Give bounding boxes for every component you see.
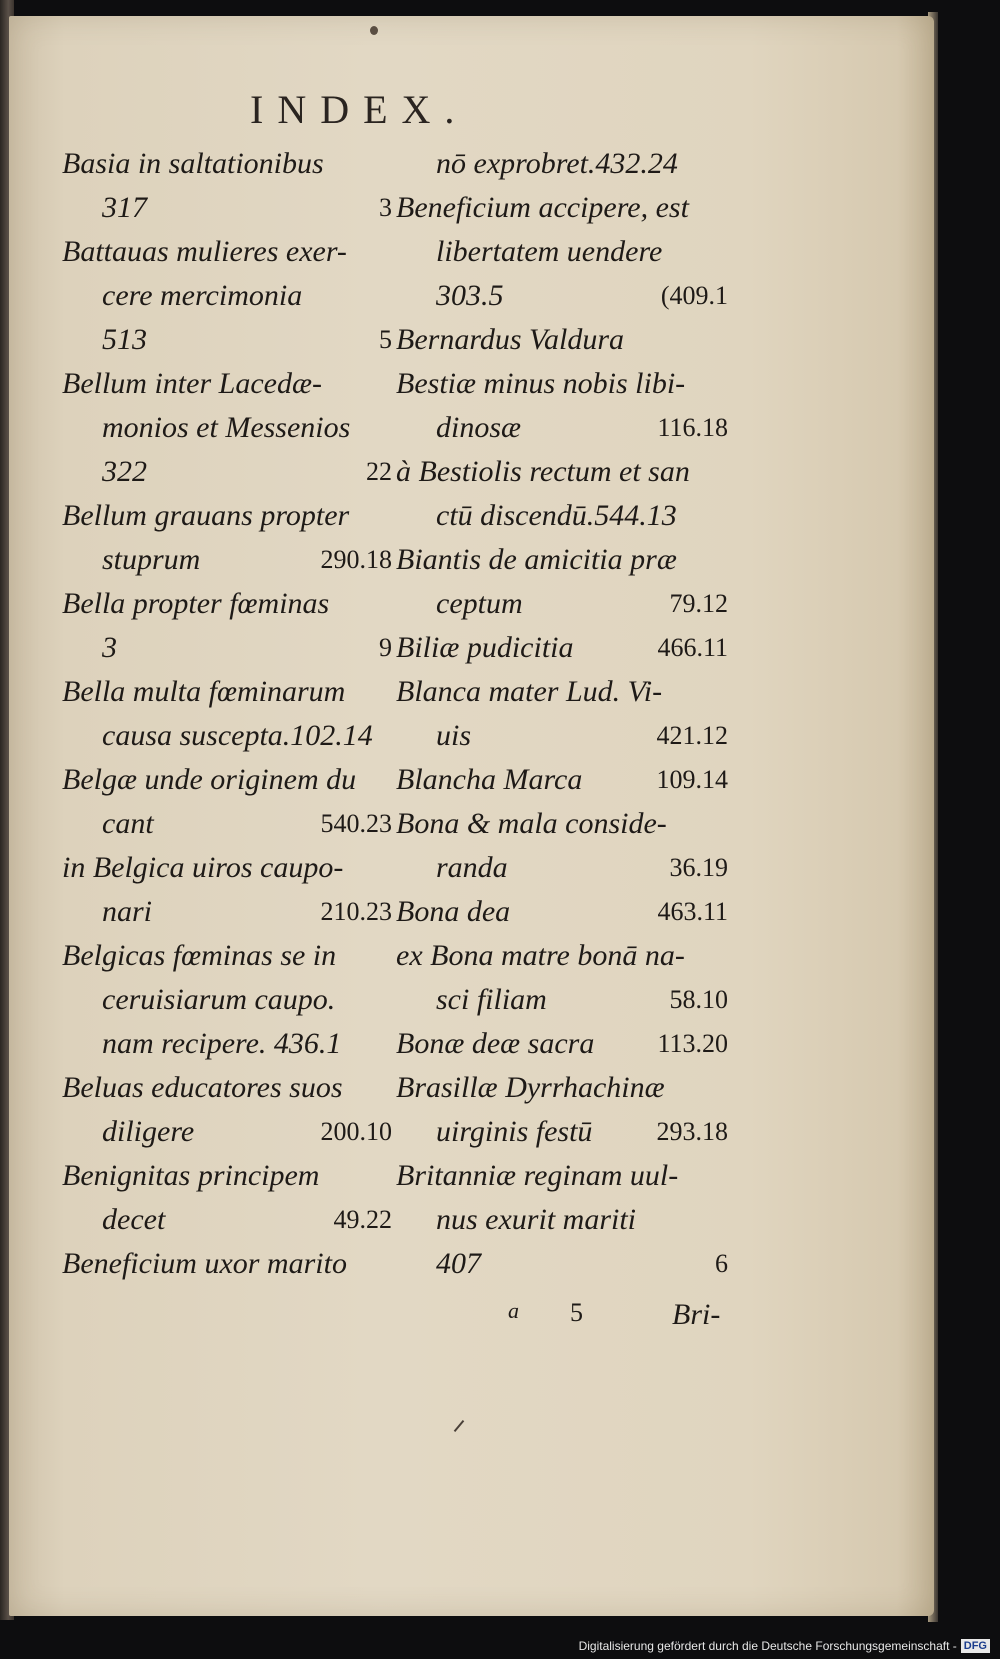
index-entry-text: Belgicas fœminas se in <box>62 939 337 972</box>
index-entry-text: Bona & mala conside- <box>396 807 667 840</box>
index-entry-line <box>62 450 392 494</box>
index-entry-text: Bella propter fœminas <box>62 587 330 620</box>
index-entry-line <box>396 186 728 230</box>
index-entry-line <box>396 934 728 978</box>
index-entry-text: Brasillæ Dyrrhachinæ <box>396 1071 665 1104</box>
catchword: Bri- <box>672 1298 721 1331</box>
index-entry-line <box>62 1022 392 1066</box>
index-entry-text: Blanca mater Lud. Vi- <box>396 675 663 708</box>
index-entry-line <box>396 230 728 274</box>
index-column-left <box>62 142 392 1286</box>
index-entry-line <box>62 494 392 538</box>
index-entry-text: Bellum grauans propter <box>62 499 350 532</box>
index-entry-page-ref: 210.23 <box>320 897 392 926</box>
index-entry-line <box>396 978 728 1022</box>
index-entry-page-ref: 466.11 <box>657 633 728 662</box>
index-entry-text: uis <box>436 719 472 752</box>
index-entry-text: Bestiæ minus nobis libi- <box>396 367 686 400</box>
index-entry-line <box>62 538 392 582</box>
index-entry-line <box>62 230 392 274</box>
index-entry-line <box>396 626 728 670</box>
index-entry-line <box>396 362 728 406</box>
index-entry-line <box>62 186 392 230</box>
index-entry-line <box>396 714 728 758</box>
index-entry-text: dinosæ <box>436 411 522 444</box>
index-entry-line <box>396 538 728 582</box>
index-entry-line <box>62 142 392 186</box>
index-entry-text: Bona dea <box>396 895 511 928</box>
index-entry-line <box>62 362 392 406</box>
index-entry-line <box>62 670 392 714</box>
index-entry-text: Britanniæ reginam uul- <box>396 1159 679 1192</box>
index-entry-line <box>396 1110 728 1154</box>
index-entry-text: sci filiam <box>436 983 547 1016</box>
index-entry-text: 317 <box>102 191 147 224</box>
dfg-logo: DFG <box>961 1639 990 1653</box>
index-entry-page-ref: 36.19 <box>669 853 728 882</box>
index-entry-text: in Belgica uiros caupo- <box>62 851 344 884</box>
index-entry-page-ref: 116.18 <box>657 413 728 442</box>
index-entry-text: Beluas educatores suos <box>62 1071 343 1104</box>
index-entry-text: ceptum <box>436 587 523 620</box>
index-entry-text: Battauas mulieres exer- <box>62 235 347 268</box>
footer-credit-text: Digitalisierung gefördert durch die Deutsche Forschungsgemeinschaft - <box>578 1639 957 1653</box>
index-entry-text: Beneficium uxor marito <box>62 1247 347 1280</box>
index-entry-page-ref: 5 <box>379 325 392 354</box>
index-entry-text: ctū discendū.544.13 <box>436 499 677 532</box>
index-entry-line <box>62 978 392 1022</box>
index-entry-page-ref: (409.1 <box>660 281 728 310</box>
index-entry-line <box>396 274 728 318</box>
index-entry-page-ref: 421.12 <box>656 721 728 750</box>
index-entry-page-ref: 22 <box>366 457 392 486</box>
index-entry-line <box>396 802 728 846</box>
index-entry-line <box>62 1198 392 1242</box>
index-entry-text: Bernardus Valdura <box>396 323 625 356</box>
index-entry-page-ref: 49.22 <box>333 1205 392 1234</box>
index-entry-line <box>396 494 728 538</box>
index-entry-line <box>396 318 728 362</box>
index-entry-line <box>62 934 392 978</box>
index-entry-page-ref: 9 <box>379 633 392 662</box>
page-title: INDEX. <box>250 87 469 132</box>
index-entry-text: randa <box>436 851 508 884</box>
index-entry-text: stuprum <box>102 543 201 576</box>
index-entry-page-ref: 540.23 <box>320 809 392 838</box>
index-entry-text: diligere <box>102 1115 195 1148</box>
index-entry-text: monios et Messenios <box>102 411 351 444</box>
index-entry-text: Bonæ deæ sacra <box>396 1027 595 1060</box>
index-entry-line <box>62 406 392 450</box>
index-entry-text: cere mercimonia <box>102 279 303 312</box>
index-entry-text: Belgæ unde originem du <box>62 763 357 796</box>
index-entry-text: nō exprobret.432.24 <box>436 147 678 180</box>
index-entry-text: nam recipere. 436.1 <box>102 1027 342 1060</box>
index-entry-text: 322 <box>102 455 147 488</box>
index-entry-line <box>396 670 728 714</box>
index-entry-text: Beneficium accipere, est <box>396 191 689 224</box>
index-entry-line <box>62 626 392 670</box>
index-entry-line <box>62 846 392 890</box>
ink-spot <box>370 26 378 35</box>
index-entry-line <box>62 714 392 758</box>
signature-mark: a <box>508 1298 519 1323</box>
index-column-right <box>396 142 728 1286</box>
index-entry-line <box>396 1022 728 1066</box>
index-entry-line <box>62 1110 392 1154</box>
index-entry-text: Blancha Marca <box>396 763 583 796</box>
index-entry-line <box>62 758 392 802</box>
index-entry-text: ceruisiarum caupo. <box>102 983 336 1016</box>
index-entry-text: nari <box>102 895 153 928</box>
index-entry-page-ref: 293.18 <box>656 1117 728 1146</box>
index-entry-line <box>62 1066 392 1110</box>
index-entry-text: Benignitas principem <box>62 1159 320 1192</box>
index-entry-text: libertatem uendere <box>436 235 663 268</box>
index-entry-page-ref: 113.20 <box>657 1029 728 1058</box>
index-entry-page-ref: 6 <box>715 1249 728 1278</box>
index-entry-text: causa suscepta.102.14 <box>102 719 373 752</box>
index-entry-line <box>396 450 728 494</box>
index-entry-page-ref: 79.12 <box>669 589 728 618</box>
index-entry-line <box>396 1154 728 1198</box>
index-entry-page-ref: 3 <box>379 193 392 222</box>
index-entry-line <box>62 1154 392 1198</box>
index-entry-line <box>62 318 392 362</box>
index-entry-line <box>396 1198 728 1242</box>
index-entry-page-ref: 463.11 <box>657 897 728 926</box>
index-entry-text: 303.5 <box>436 279 504 312</box>
index-entry-line <box>396 406 728 450</box>
index-entry-text: Biliæ pudicitia <box>396 631 574 664</box>
index-entry-line <box>62 890 392 934</box>
index-entry-text: Biantis de amicitia præ <box>396 543 677 576</box>
index-entry-line <box>62 274 392 318</box>
index-entry-line <box>396 1066 728 1110</box>
index-entry-line <box>396 582 728 626</box>
index-entry-text: cant <box>102 807 154 840</box>
index-entry-page-ref: 109.14 <box>656 765 728 794</box>
index-entry-line <box>396 142 728 186</box>
index-entry-line <box>396 1242 728 1286</box>
index-entry-page-ref: 200.10 <box>320 1117 392 1146</box>
index-entry-page-ref: 290.18 <box>320 545 392 574</box>
index-entry-text: Bella multa fœminarum <box>62 675 346 708</box>
index-entry-line <box>396 758 728 802</box>
index-entry-text: 3 <box>102 631 117 664</box>
digitization-credit <box>579 1637 990 1655</box>
index-entry-line <box>396 890 728 934</box>
index-entry-text: uirginis festū <box>436 1115 593 1148</box>
index-entry-text: Bellum inter Lacedæ- <box>62 367 322 400</box>
index-entry-text: decet <box>102 1203 166 1236</box>
index-entry-text: 407 <box>436 1247 481 1280</box>
index-entry-line <box>62 1242 392 1286</box>
index-entry-text: ex Bona matre bonā na- <box>396 939 685 972</box>
index-entry-text: Basia in saltationibus <box>62 147 324 180</box>
index-entry-text: 513 <box>102 323 147 356</box>
index-entry-text: à Bestiolis rectum et san <box>396 455 690 488</box>
index-entry-line <box>62 582 392 626</box>
index-entry-line <box>62 802 392 846</box>
index-entry-page-ref: 58.10 <box>669 985 728 1014</box>
index-entry-text: nus exurit mariti <box>436 1203 636 1236</box>
index-entry-line <box>396 846 728 890</box>
signature-number: 5 <box>570 1298 583 1327</box>
